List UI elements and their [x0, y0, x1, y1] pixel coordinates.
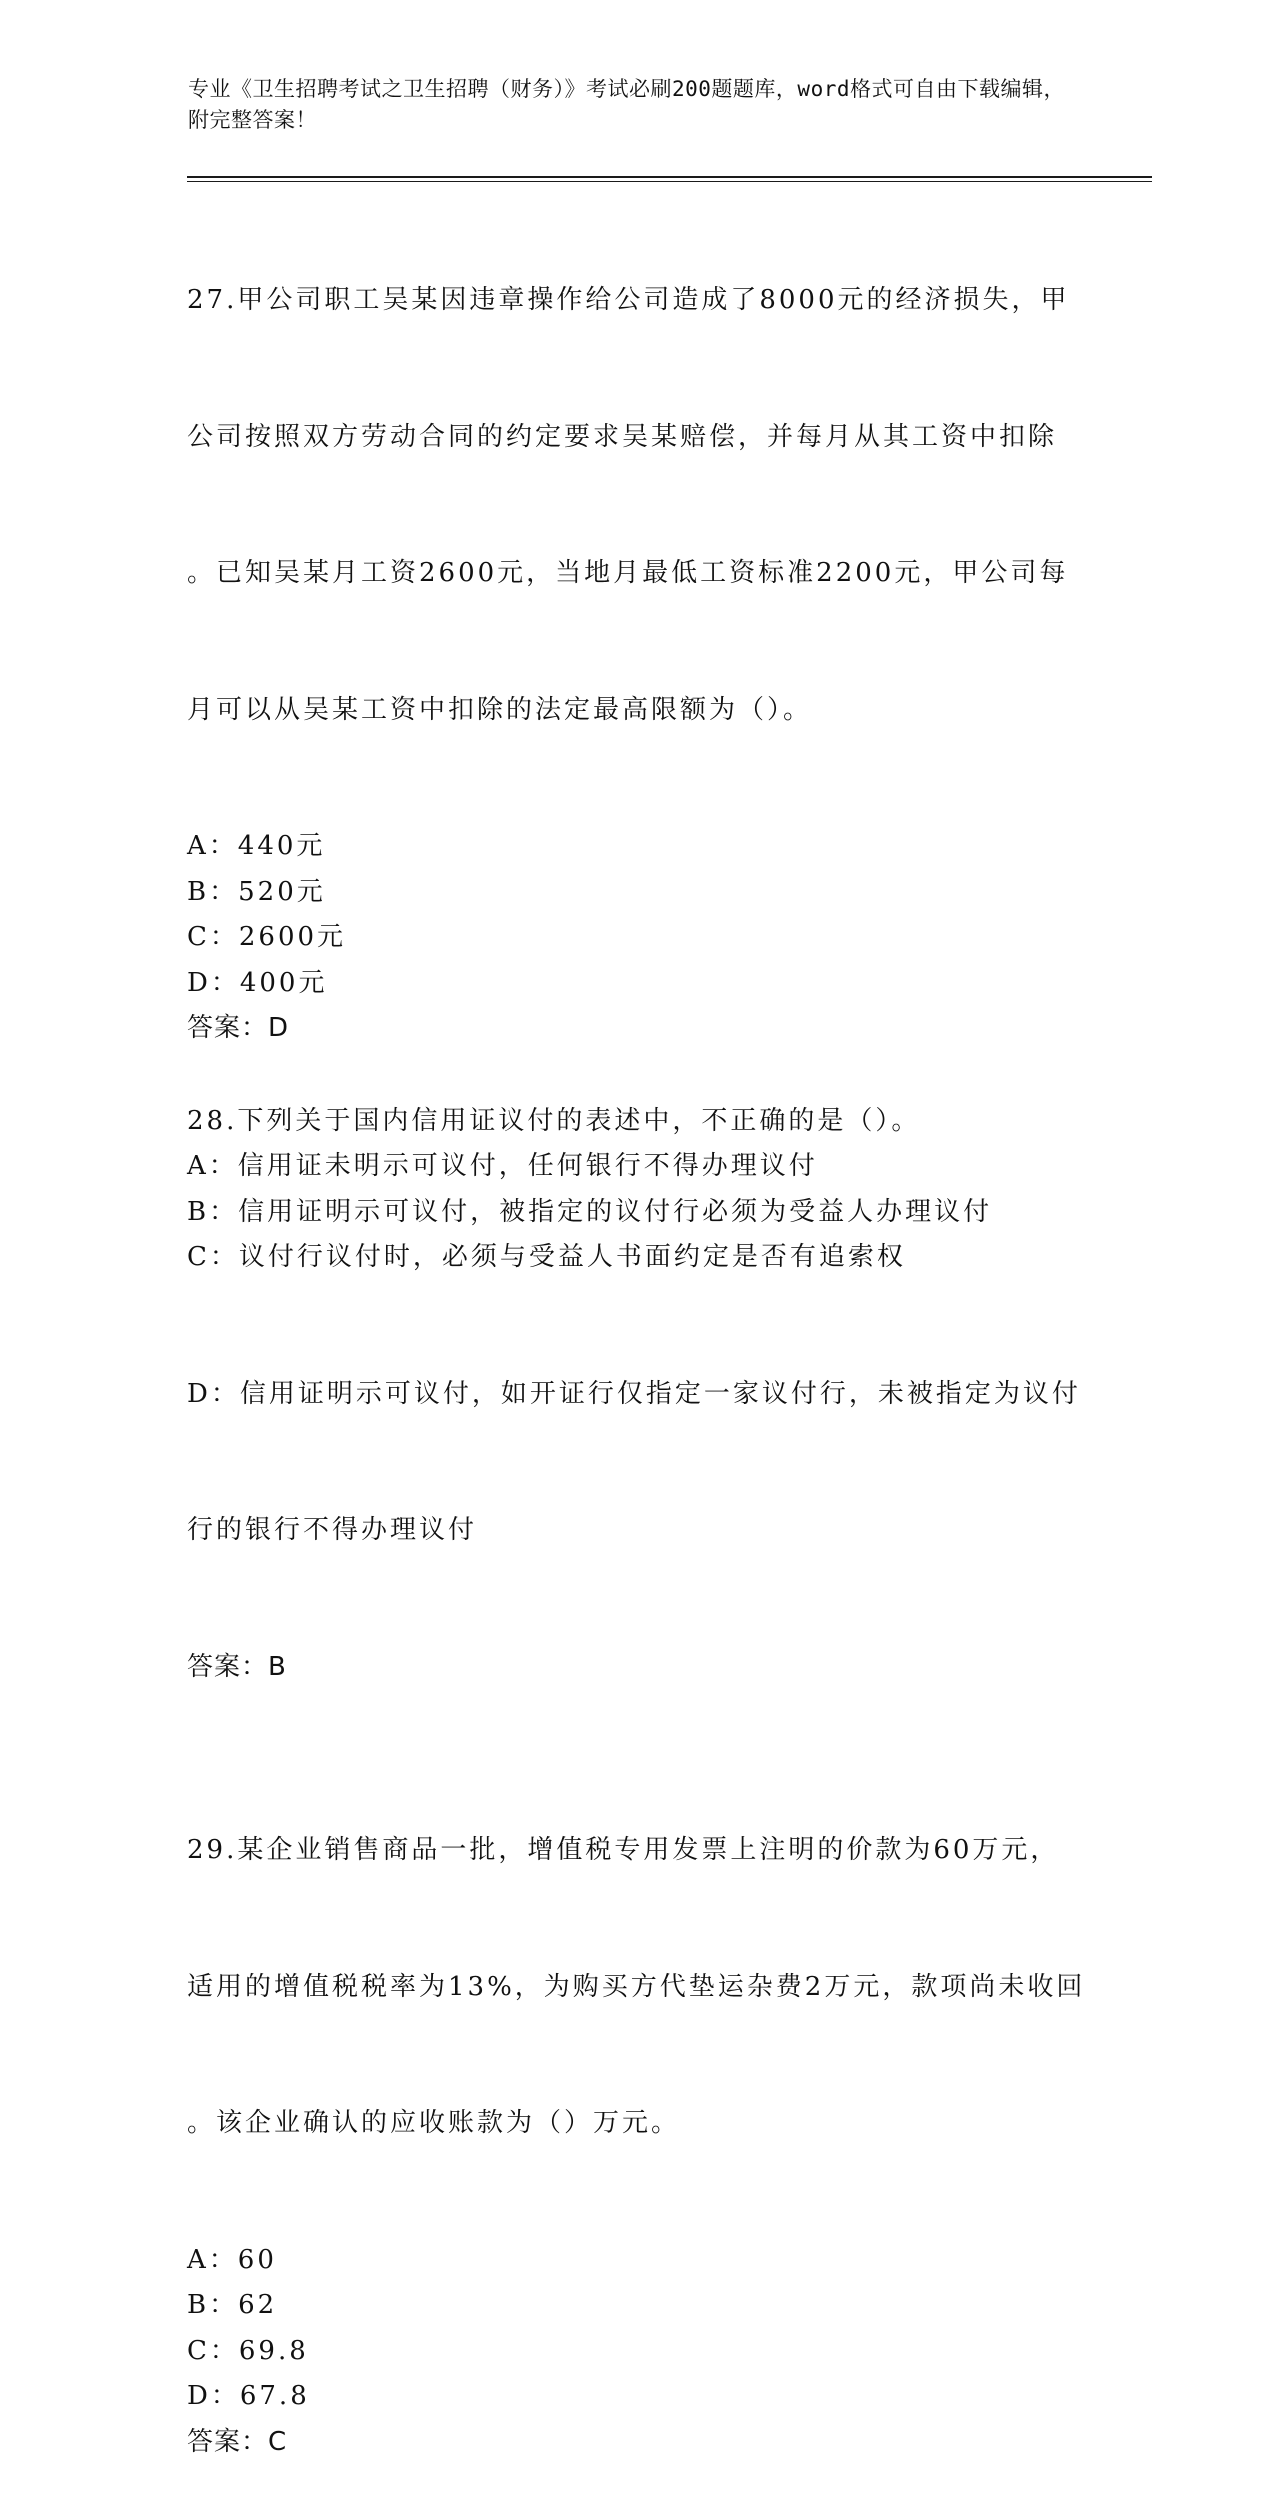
- question-29-stem: [187, 1737, 1087, 2238]
- question-29-stem-line-2: 适用的增值税税率为13%，为购买方代垫运杂费2万元，款项尚未收回: [187, 1971, 1086, 2002]
- header-divider-thick: [187, 176, 1152, 178]
- question-28-option-c: C：议付行议付时，必须与受益人书面约定是否有追索权: [187, 1242, 906, 1272]
- document-header: 专业《卫生招聘考试之卫生招聘（财务）》考试必刷200题题库，word格式可自由下载编辑，附完整答案！: [188, 77, 1065, 132]
- question-28-option-a: A：信用证未明示可议付，任何银行不得办理议付: [187, 1151, 818, 1181]
- question-27-option-a: A：440元: [187, 831, 326, 861]
- question-29-option-d: D：67.8: [187, 2381, 310, 2411]
- question-29-stem-line-3: 。该企业确认的应收账款为（）万元。: [187, 2108, 681, 2138]
- question-28-option-b: B：信用证明示可议付，被指定的议付行必须为受益人办理议付: [187, 1196, 993, 1227]
- question-27-option-d: D：400元: [187, 967, 328, 998]
- question-29-option-b: B：62: [187, 2290, 278, 2320]
- question-27-stem-line-3: 。已知吴某月工资2600元，当地月最低工资标准2200元，甲公司每: [187, 558, 1069, 588]
- question-27: [187, 187, 1087, 1052]
- question-28-option-d: [187, 1281, 1087, 1645]
- question-29-stem-line-1: 29.某企业销售商品一批，增值税专用发票上注明的价款为60万元，: [187, 1835, 1060, 1865]
- question-27-answer: 答案：D: [187, 1013, 290, 1043]
- question-28: [187, 1099, 1087, 1691]
- question-29-option-c: C：69.8: [187, 2335, 309, 2366]
- question-28-option-d-line-1: D：信用证明示可议付，如开证行仅指定一家议付行，未被指定为议付: [187, 1378, 1081, 1409]
- question-27-stem-line-2: 公司按照双方劳动合同的约定要求吴某赔偿，并每月从其工资中扣除: [187, 421, 1058, 452]
- question-27-stem-line-1: 27.甲公司职工吴某因违章操作给公司造成了8000元的经济损失，甲: [187, 285, 1070, 315]
- question-27-option-c: C：2600元: [187, 922, 347, 952]
- question-list: [187, 187, 1087, 2512]
- question-28-stem: 28.下列关于国内信用证议付的表述中，不正确的是（）。: [187, 1105, 921, 1136]
- question-28-answer: 答案：B: [187, 1651, 287, 1682]
- header-divider-thin: [187, 181, 1152, 182]
- question-28-option-d-line-2: 行的银行不得办理议付: [187, 1515, 478, 1545]
- question-29-answer: 答案：C: [187, 2426, 288, 2457]
- question-27-option-b: B：520元: [187, 876, 326, 907]
- question-29: [187, 1737, 1087, 2465]
- question-27-stem-line-4: 月可以从吴某工资中扣除的法定最高限额为（）。: [187, 694, 813, 725]
- question-29-option-a: A：60: [187, 2244, 277, 2275]
- question-27-stem: [187, 187, 1087, 824]
